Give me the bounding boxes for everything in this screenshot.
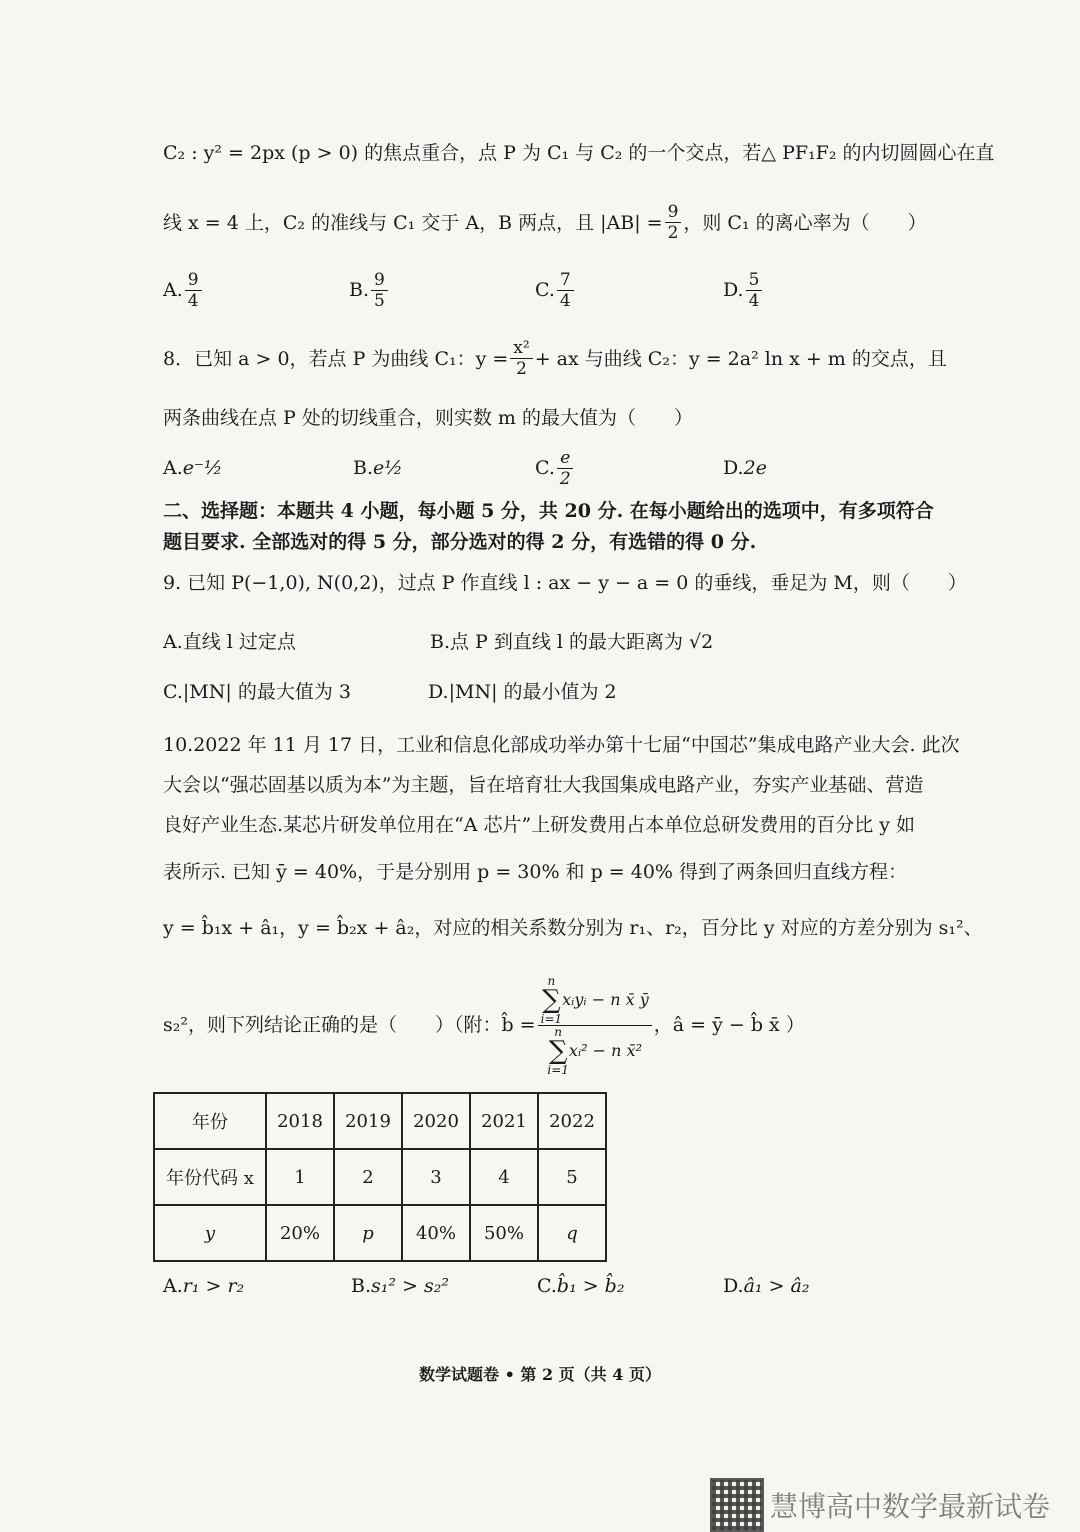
q8-options xyxy=(163,440,923,496)
q7-option-c[interactable]: C. $\frac{7}{4}$ xyxy=(535,262,576,318)
q10-line4: 表所示. 已知 ȳ = 40%，于是分别用 p = 30% 和 p = 40% 得到了两条回归直线方程： xyxy=(163,861,908,883)
q7-option-a[interactable]: A. $\frac{9}{4}$ xyxy=(163,262,204,318)
regression-formula: n ∑ i=1 xᵢyᵢ − n x̄ ȳ n ∑ i=1 xᵢ² − n x̄² xyxy=(538,975,652,1076)
q10-line3: 良好产业生态.某芯片研发单位用在“A 芯片”上研发费用占本单位总研发费用的百分比 y 如 xyxy=(163,814,916,836)
q7-option-b[interactable]: B. $\frac{9}{5}$ xyxy=(349,262,390,318)
q10-line2: 大会以“强芯固基以质为本”为主题，旨在培育壮大我国集成电路产业，夯实产业基础、营造 xyxy=(163,774,924,796)
q10-option-b[interactable]: B. s₁² > s₂² xyxy=(351,1275,449,1297)
q9-option-a[interactable]: A.直线 l 过定点 xyxy=(163,631,296,653)
q8-line2: 两条曲线在点 P 处的切线重合，则实数 m 的最大值为（ ） xyxy=(163,407,693,429)
q10-line1: 10.2022 年 11 月 17 日，工业和信息化部成功举办第十七届“中国芯”集成电路产业大会. 此次 xyxy=(163,734,960,756)
table-row: 年份代码 x 1 2 3 4 5 xyxy=(154,1149,606,1205)
q8-line1: 8．已知 a > 0，若点 P 为曲线 C₁：y = $\frac{\text{x²}}{2}$ + ax 与曲线 C₂：y = 2a² ln x + m 的交点，且 xyxy=(163,338,947,379)
q10-option-c[interactable]: C. b̂₁ > b̂₂ xyxy=(537,1275,625,1297)
q7-option-d[interactable]: D. $\frac{5}{4}$ xyxy=(723,262,764,318)
q9-option-d[interactable]: D.|MN| 的最小值为 2 xyxy=(428,681,617,703)
q10-line6: s₂²，则下列结论正确的是（ ）（附：b̂ = n ∑ i=1 xᵢyᵢ − n x̄ ȳ n ∑ i=1 xᵢ² − n x̄² ，â = ȳ − b̂ x̄ ） xyxy=(163,973,805,1077)
table-row: y 20% p 40% 50% q xyxy=(154,1205,606,1261)
q9-stem: 9. 已知 P(−1,0), N(0,2)，过点 P 作直线 l : ax − y − a = 0 的垂线，垂足为 M，则（ ） xyxy=(163,572,967,594)
qr-code-icon xyxy=(710,1478,764,1532)
table-row: 年份 2018 2019 2020 2021 2022 xyxy=(154,1093,606,1149)
q8-option-d[interactable]: D. 2e xyxy=(723,457,767,479)
q7-line1: C₂ : y² = 2px (p > 0) 的焦点重合，点 P 为 C₁ 与 C₂ 的一个交点，若△ PF₁F₂ 的内切圆圆心在直 xyxy=(163,142,995,164)
q8-option-b[interactable]: B. e½ xyxy=(353,457,403,479)
q8-option-a[interactable]: A. e⁻½ xyxy=(163,457,223,479)
section2-line2: 题目要求. 全部选对的得 5 分，部分选对的得 2 分，有选错的得 0 分. xyxy=(163,531,757,553)
q10-options xyxy=(163,1258,923,1314)
q9-option-b[interactable]: B.点 P 到直线 l 的最大距离为 √2 xyxy=(430,631,714,653)
page-footer: 数学试题卷 • 第 2 页（共 4 页） xyxy=(419,1365,661,1384)
q7-fraction: $\frac{9}{2}$ xyxy=(665,202,682,243)
q10-option-d[interactable]: D. â₁ > â₂ xyxy=(723,1275,810,1297)
data-table xyxy=(153,1092,607,1262)
section2-line1: 二、选择题：本题共 4 小题，每小题 5 分，共 20 分. 在每小题给出的选项中，有多项符合 xyxy=(163,500,934,522)
q10-line5: y = b̂₁x + â₁，y = b̂₂x + â₂，对应的相关系数分别为 r₁、r₂，百分比 y 对应的方差分别为 s₁²、 xyxy=(163,917,983,939)
q7-options xyxy=(163,262,923,318)
watermark: 慧博高中数学最新试卷 xyxy=(710,1478,1050,1532)
q9-option-c[interactable]: C.|MN| 的最大值为 3 xyxy=(163,681,351,703)
q7-line2: 线 x = 4 上，C₂ 的准线与 C₁ 交于 A，B 两点，且 |AB| = $\frac{9}{2}$ ，则 C₁ 的离心率为（ ） xyxy=(163,202,927,243)
q10-option-a[interactable]: A. r₁ > r₂ xyxy=(163,1275,245,1297)
q8-option-c[interactable]: C. $\frac{e}{2}$ xyxy=(535,440,576,496)
